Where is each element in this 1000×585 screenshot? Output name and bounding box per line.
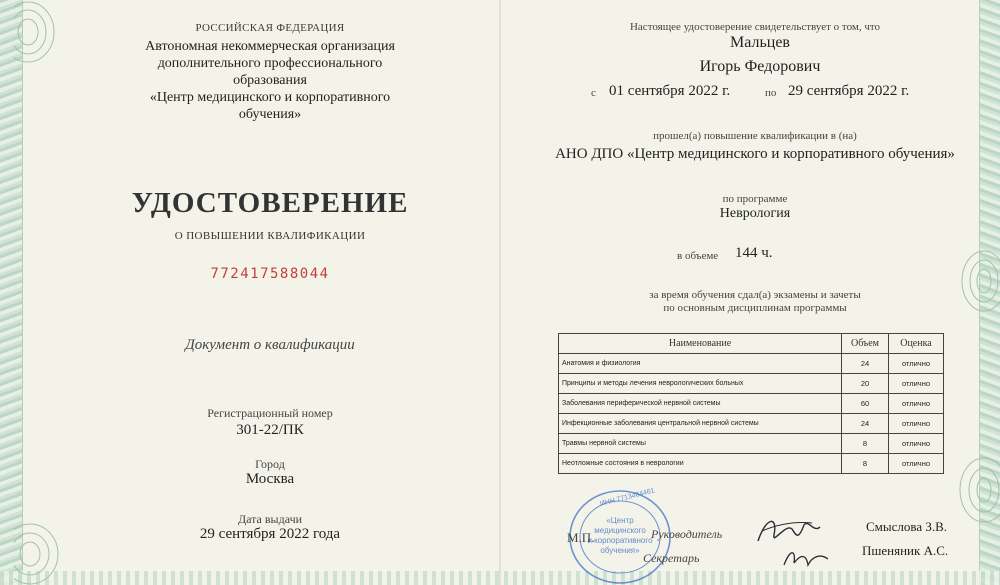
table-row bbox=[559, 434, 944, 454]
table-row bbox=[559, 454, 944, 474]
stamp-line: обучения» bbox=[600, 546, 640, 555]
head-name: Смыслова З.В. bbox=[866, 519, 948, 534]
org-line: образования bbox=[233, 73, 307, 88]
institution-name: АНО ДПО «Центр медицинского и корпоративного обучения» bbox=[555, 146, 955, 162]
registration-number: 301-22/ПК bbox=[236, 422, 304, 438]
secretary-name: Пшеняник А.С. bbox=[862, 543, 949, 558]
subject-name: Травмы нервной системы bbox=[559, 434, 842, 454]
subject-name: Инфекционные заболевания центральной нервной системы bbox=[559, 414, 842, 434]
volume-value: 144 ч. bbox=[735, 245, 773, 261]
column-header-name: Наименование bbox=[559, 334, 842, 354]
org-line: Автономная некоммерческая организация bbox=[145, 39, 395, 54]
subject-name: Неотложные состояния в неврологии bbox=[559, 454, 842, 474]
subject-hours: 24 bbox=[842, 354, 889, 374]
table-row bbox=[559, 394, 944, 414]
exams-text-line1: за время обучения сдал(а) экзамены и зачеты bbox=[649, 289, 861, 301]
exams-text-line2: по основным дисциплинам программы bbox=[663, 302, 847, 314]
stamp-line: «Центр bbox=[606, 516, 634, 525]
subject-grade: отлично bbox=[889, 434, 944, 454]
column-header-grade: Оценка bbox=[889, 334, 944, 354]
table-row bbox=[559, 414, 944, 434]
certificate-title: УДОСТОВЕРЕНИЕ bbox=[131, 187, 409, 219]
subject-hours: 20 bbox=[842, 374, 889, 394]
issue-date-value: 29 сентября 2022 года bbox=[199, 526, 341, 542]
left-guilloche-border bbox=[0, 0, 23, 585]
passed-text: прошел(а) повышение квалификации в (на) bbox=[653, 130, 857, 142]
holder-surname: Мальцев bbox=[730, 34, 790, 51]
document-type: Документ о квалификации bbox=[185, 337, 355, 353]
table-row bbox=[559, 374, 944, 394]
registration-label: Регистрационный номер bbox=[207, 406, 333, 420]
city-label: Город bbox=[255, 457, 285, 471]
program-label: по программе bbox=[722, 193, 788, 205]
subject-name: Заболевания периферической нервной системы bbox=[559, 394, 842, 414]
from-prefix: с bbox=[591, 87, 596, 99]
head-label: Руководитель bbox=[651, 527, 723, 541]
subject-hours: 8 bbox=[842, 454, 889, 474]
subject-hours: 24 bbox=[842, 414, 889, 434]
subject-grade: отлично bbox=[889, 394, 944, 414]
organization-name bbox=[60, 38, 480, 123]
subject-grade: отлично bbox=[889, 354, 944, 374]
stamp-line: медицинского bbox=[594, 526, 646, 535]
seal-place-label: М.П. bbox=[567, 530, 595, 545]
secretary-signature-icon bbox=[778, 543, 834, 573]
to-prefix: по bbox=[765, 87, 777, 99]
subject-name: Анатомия и физиология bbox=[559, 354, 842, 374]
subject-hours: 60 bbox=[842, 394, 889, 414]
country-heading: РОССИЙСКАЯ ФЕДЕРАЦИЯ bbox=[195, 22, 345, 34]
serial-number: 772417588044 bbox=[210, 266, 330, 282]
volume-label: в объеме bbox=[677, 250, 719, 262]
subject-grade: отлично bbox=[889, 374, 944, 394]
secretary-label: Секретарь bbox=[643, 551, 700, 565]
subject-hours: 8 bbox=[842, 434, 889, 454]
stamp-inn: ИНН 7713484461 bbox=[599, 487, 656, 508]
column-header-volume: Объем bbox=[842, 334, 889, 354]
subject-grade: отлично bbox=[889, 414, 944, 434]
org-line: «Центр медицинского и корпоративного bbox=[149, 90, 391, 105]
from-date: 01 сентября 2022 г. bbox=[609, 83, 731, 99]
program-name: Неврология bbox=[719, 206, 791, 221]
city-value: Москва bbox=[245, 471, 295, 487]
org-line: обучения» bbox=[238, 107, 302, 122]
bottom-right-rosette bbox=[940, 450, 1000, 530]
subject-grade: отлично bbox=[889, 454, 944, 474]
table-row bbox=[559, 354, 944, 374]
to-date: 29 сентября 2022 г. bbox=[788, 83, 910, 99]
intro-text: Настоящее удостоверение свидетельствует о том, что bbox=[629, 21, 881, 33]
subjects-table bbox=[558, 333, 944, 474]
org-line: дополнительного профессионального bbox=[157, 56, 383, 71]
table-header-row bbox=[559, 334, 944, 354]
issue-date-label: Дата выдачи bbox=[237, 512, 303, 526]
stamp-line: и корпоративного bbox=[587, 536, 653, 545]
holder-name: Игорь Федорович bbox=[699, 58, 821, 75]
certificate-subtitle: О ПОВЫШЕНИИ КВАЛИФИКАЦИИ bbox=[174, 230, 366, 242]
subject-name: Принципы и методы лечения неврологических больных bbox=[559, 374, 842, 394]
page-fold bbox=[499, 0, 501, 585]
